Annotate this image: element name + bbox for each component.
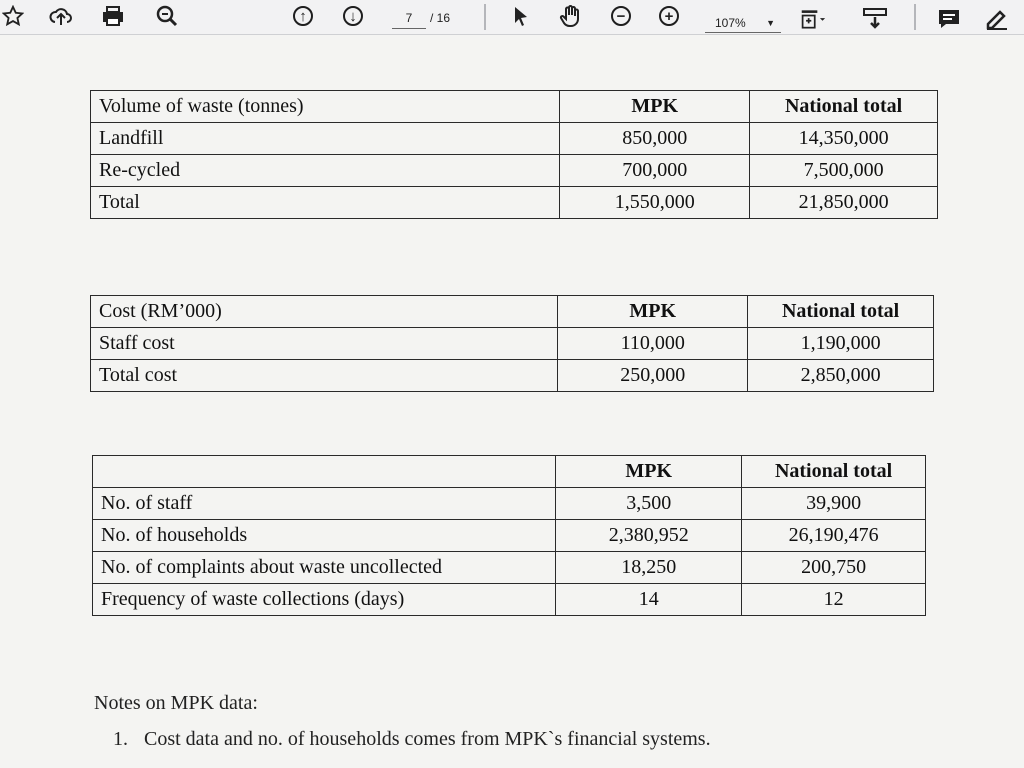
table-row: [93, 520, 926, 552]
chevron-down-icon: ▼: [766, 18, 775, 28]
table-header-row: [91, 91, 938, 123]
table-row: [93, 584, 926, 616]
table-row: [91, 328, 934, 360]
waste-volume-table: [90, 90, 938, 219]
pdf-toolbar: [0, 0, 1024, 35]
zoom-out-icon[interactable]: −: [608, 3, 634, 29]
search-icon[interactable]: [154, 3, 180, 29]
national-value: 39,900: [742, 488, 926, 520]
table-header-cell: [93, 456, 556, 488]
row-label: Total: [91, 187, 560, 219]
national-value: 7,500,000: [750, 155, 938, 187]
table-header-cell: Volume of waste (tonnes): [91, 91, 560, 123]
row-label: Re-cycled: [91, 155, 560, 187]
mpk-value: 3,500: [556, 488, 742, 520]
select-cursor-icon[interactable]: [508, 3, 534, 29]
table-header-cell: Cost (RM’000): [91, 296, 558, 328]
table-header-cell: National total: [748, 296, 934, 328]
national-value: 2,850,000: [748, 360, 934, 392]
national-value: 12: [742, 584, 926, 616]
comment-icon[interactable]: [936, 6, 962, 32]
table-row: [91, 155, 938, 187]
table-row: [91, 187, 938, 219]
table-header-cell: MPK: [556, 456, 742, 488]
row-label: No. of households: [93, 520, 556, 552]
mpk-value: 2,380,952: [556, 520, 742, 552]
table-row: [93, 552, 926, 584]
note-item: [113, 728, 711, 751]
table-header-row: [91, 296, 934, 328]
row-label: No. of staff: [93, 488, 556, 520]
national-value: 21,850,000: [750, 187, 938, 219]
zoom-in-icon[interactable]: +: [656, 3, 682, 29]
mpk-value: 700,000: [560, 155, 750, 187]
page-total-label: / 16: [430, 11, 451, 25]
hand-tool-icon[interactable]: [558, 3, 584, 29]
table-header-cell: National total: [742, 456, 926, 488]
page-down-icon[interactable]: ↓: [340, 3, 366, 29]
row-label: Total cost: [91, 360, 558, 392]
national-value: 1,190,000: [748, 328, 934, 360]
zoom-select[interactable]: [705, 13, 781, 33]
table-header-cell: MPK: [558, 296, 748, 328]
page-number-input[interactable]: 7: [392, 8, 426, 29]
national-value: 14,350,000: [750, 123, 938, 155]
zoom-value: 107%: [715, 16, 746, 30]
bookmark-star-icon[interactable]: [0, 3, 26, 29]
toolbar-divider: [484, 4, 486, 30]
mpk-value: 18,250: [556, 552, 742, 584]
table-row: [91, 123, 938, 155]
row-label: No. of complaints about waste uncollected: [93, 552, 556, 584]
mpk-value: 110,000: [558, 328, 748, 360]
table-row: [93, 488, 926, 520]
toolbar-divider: [914, 4, 916, 30]
row-label: Frequency of waste collections (days): [93, 584, 556, 616]
notes-heading: Notes on MPK data:: [94, 692, 258, 714]
note-text: Cost data and no. of households comes from MPK`s financial systems.: [144, 728, 711, 750]
mpk-value: 14: [556, 584, 742, 616]
fit-page-icon[interactable]: [800, 6, 826, 32]
table-header-cell: National total: [750, 91, 938, 123]
cost-table: [90, 295, 934, 392]
page-up-icon[interactable]: ↑: [290, 3, 316, 29]
table-header-row: [93, 456, 926, 488]
table-header-cell: MPK: [560, 91, 750, 123]
print-icon[interactable]: [100, 3, 126, 29]
mpk-value: 850,000: [560, 123, 750, 155]
mpk-value: 250,000: [558, 360, 748, 392]
note-number: 1.: [113, 728, 128, 750]
row-label: Staff cost: [91, 328, 558, 360]
table-row: [91, 360, 934, 392]
scroll-mode-icon[interactable]: [862, 5, 888, 31]
mpk-value: 1,550,000: [560, 187, 750, 219]
national-value: 26,190,476: [742, 520, 926, 552]
sign-icon[interactable]: [984, 6, 1010, 32]
statistics-table: [92, 455, 926, 616]
upload-icon[interactable]: [48, 3, 74, 29]
row-label: Landfill: [91, 123, 560, 155]
national-value: 200,750: [742, 552, 926, 584]
document-page: [0, 35, 1024, 768]
